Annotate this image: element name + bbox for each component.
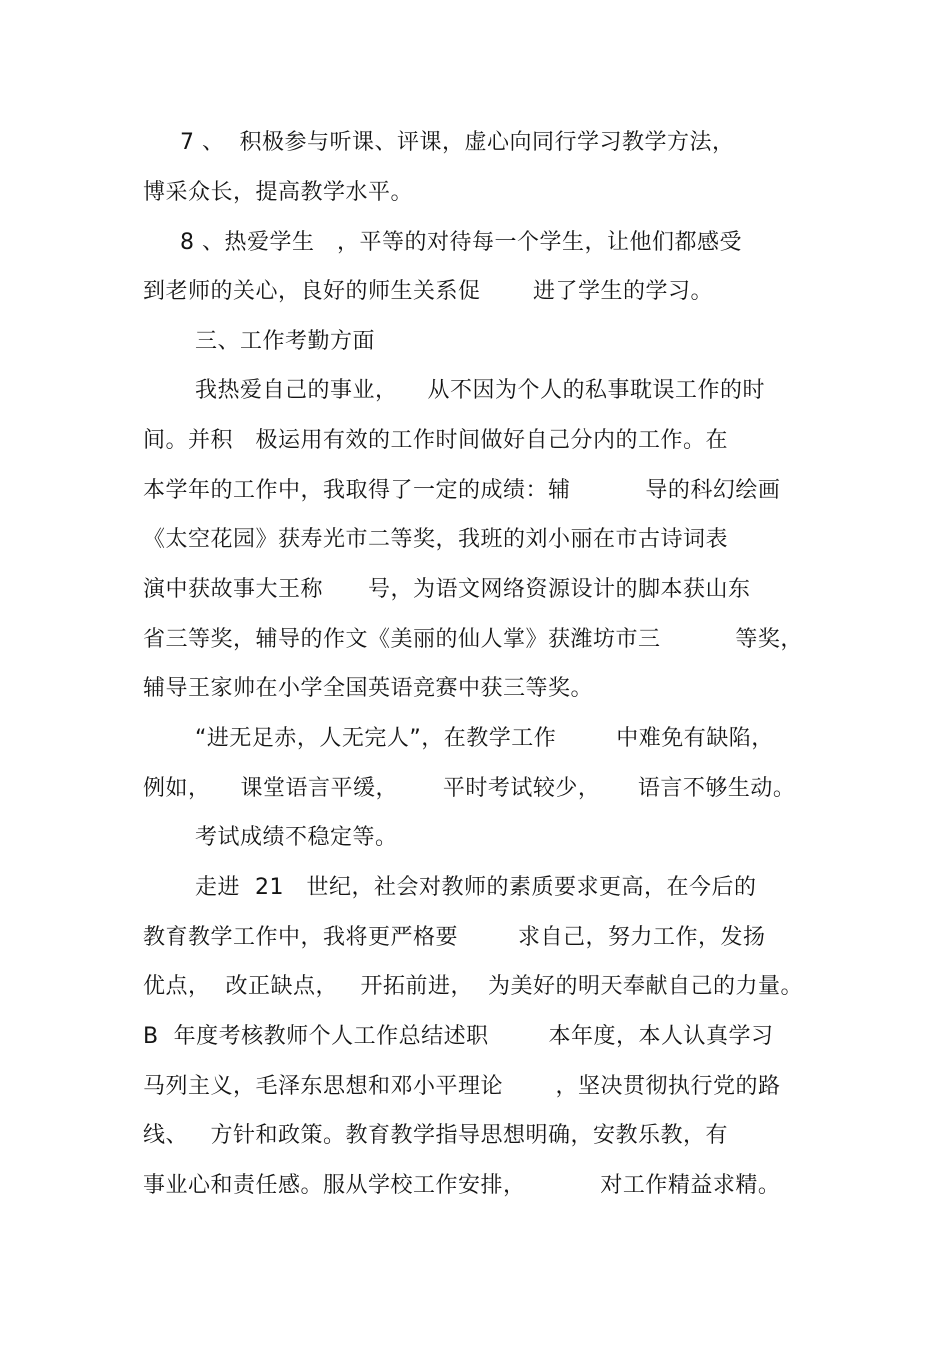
text-line-8: 本学年的工作中，我取得了一定的成绩：辅 导的科幻绘画 [143, 478, 781, 503]
text-line-6: 我热爱自己的事业， 从不因为个人的私事耽误工作的时 [195, 378, 765, 403]
text-line-17: 教育教学工作中，我将更严格要 求自己，努力工作，发扬 [143, 925, 766, 950]
text-line-7: 间。并积 极运用有效的工作时间做好自己分内的工作。在 [143, 428, 728, 453]
text-line-20: 马列主义，毛泽东思想和邓小平理论 ，坚决贯彻执行党的路 [143, 1074, 781, 1099]
text-line-9: 《太空花园》获寿光市二等奖，我班的刘小丽在市古诗词表 [143, 527, 729, 552]
text-line-21: 线、 方针和政策。教育教学指导思想明确，安教乐教，有 [143, 1123, 728, 1148]
text-line-1: 7 、 积极参与听课、评课，虚心向同行学习教学方法， [180, 130, 735, 155]
section-heading: 三、工作考勤方面 [195, 329, 376, 354]
text-line-10: 演中获故事大王称 号，为语文网络资源设计的脚本获山东 [143, 577, 751, 602]
text-line-16: 走进 21 世纪，社会对教师的素质要求更高，在今后的 [195, 875, 757, 900]
text-line-15: 考试成绩不稳定等。 [195, 825, 398, 850]
text-line-13: “进无足赤，人无完人”，在教学工作 中难免有缺陷， [195, 726, 774, 751]
text-line-11: 省三等奖，辅导的作文《美丽的仙人掌》获潍坊市三 等奖， [143, 627, 803, 652]
text-line-14: 例如， 课堂语言平缓， 平时考试较少， 语言不够生动。 [143, 776, 796, 801]
text-line-4: 到老师的关心，良好的师生关系促 进了学生的学习。 [143, 279, 713, 304]
text-line-3: 8 、热爱学生 ，平等的对待每一个学生，让他们都感受 [180, 230, 742, 255]
text-line-22: 事业心和责任感。服从学校工作安排， 对工作精益求精。 [143, 1173, 781, 1198]
text-line-2: 博采众长，提高教学水平。 [143, 180, 414, 205]
text-line-12: 辅导王家帅在小学全国英语竞赛中获三等奖。 [143, 676, 594, 701]
text-line-19: B 年度考核教师个人工作总结述职 本年度，本人认真学习 [143, 1024, 774, 1049]
text-line-18: 优点， 改正缺点， 开拓前进， 为美好的明天奉献自己的力量。 [143, 974, 803, 999]
